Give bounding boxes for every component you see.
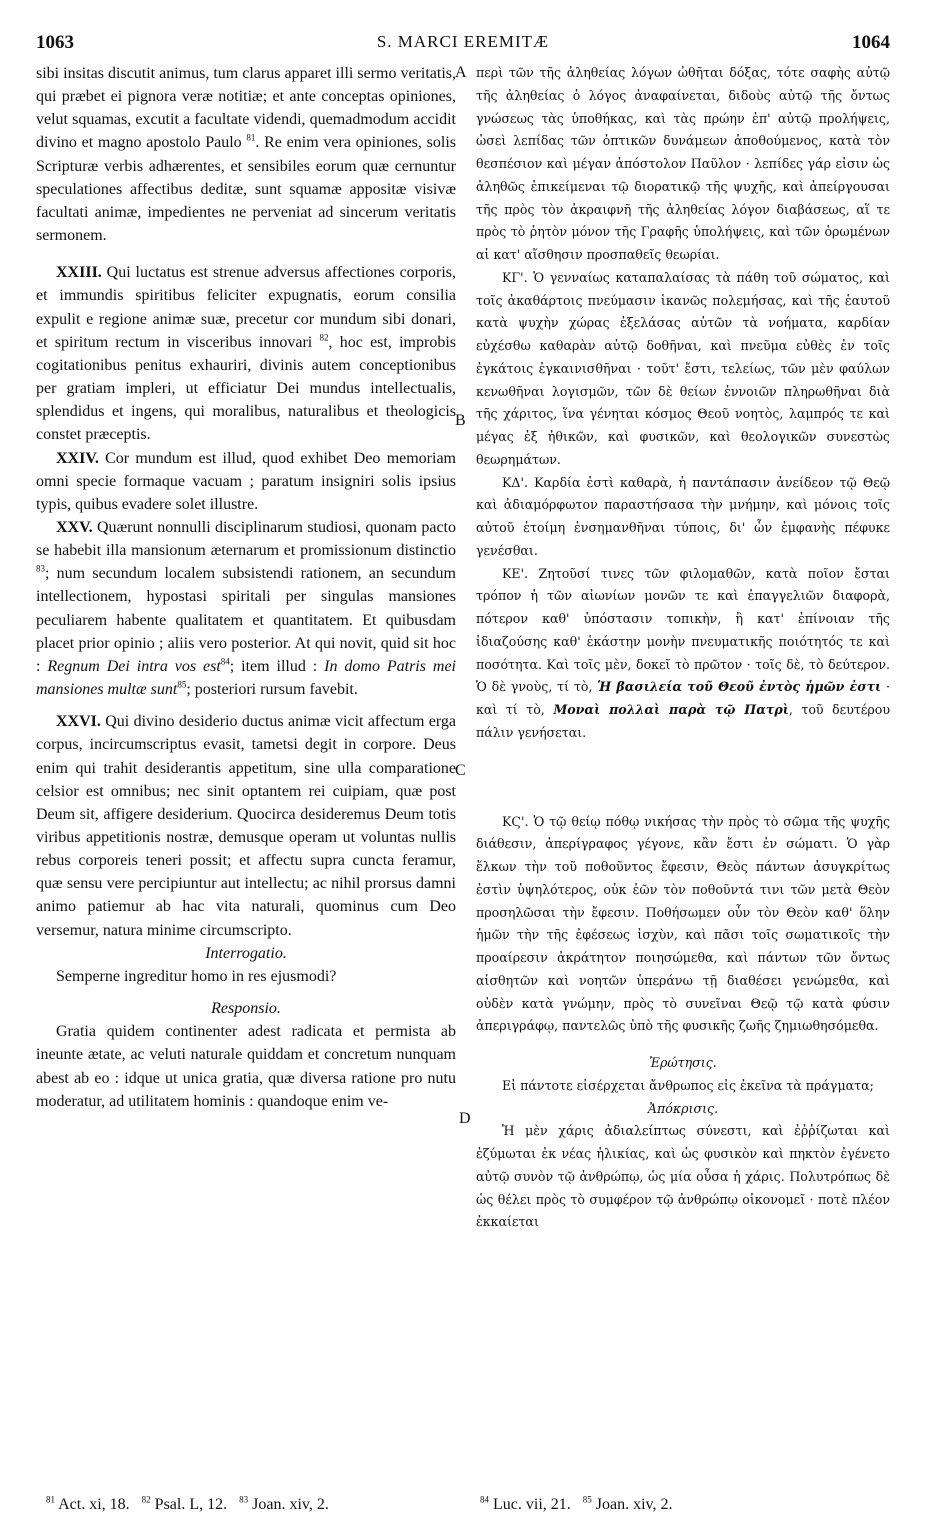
footnote-number: 83 [239, 1494, 249, 1505]
latin-intro-text: sibi insitas discutit animus, tum clarus apparet illi sermo veritatis, qui præbet ei pignora veræ notitiæ; et ante conceptas opiniones, velut squamas, excutit a facultate videndi, quemadmodum accidit divino et magno apostolo Paulo [36, 65, 456, 152]
latin-section-26 [36, 710, 456, 942]
section-text: , τοῦ δευτέρου πάλιν γενήσεται. [476, 702, 890, 740]
running-title: S. MARCI EREMITÆ [376, 32, 550, 51]
latin-interrogatio: Semperne ingreditur homo in res ejusmodi? [56, 967, 337, 985]
latin-section-24 [36, 447, 456, 516]
section-text: Qui luctatus est strenue adversus affectiones corporis, et immundis spiritibus feliciter expugnatis, eorum consilia expulit e regione animæ suæ, precetur cor mundum sibi donari, et spiritum rectum in visceribus innovari [36, 264, 456, 351]
greek-section-25 [476, 563, 890, 745]
footnote-ref-85: 85 [177, 679, 187, 690]
section-text: ; posteriori rursum favebit. [186, 681, 358, 699]
footnote-number: 82 [141, 1494, 151, 1505]
left-page-number: 1063 [36, 32, 74, 53]
latin-column [36, 62, 456, 1113]
latin-intro-text-end: . Re enim vera opiniones, solis Scripturæ verbis adhærentes, et sensibiles eorum quæ cernuntur speculationes affectibus deditæ, sunt squamæ appositæ visivæ facultati animæ, impedientes ne perveniat ad sincerum veritatis sermonem. [36, 134, 456, 245]
margin-letter-b: B [455, 412, 466, 429]
greek-section-26 [476, 811, 890, 1039]
section-text: Καρδία ἐστὶ καθαρὰ, ἡ παντάπασιν ἀνείδεον τῷ Θεῷ καὶ ἀδιαμόρφωτον παραστήσασα τὴν μνήμην, καὶ μόνοις τοῖς αὐτοῦ ἑτοίμη ἐνσημανθῆναι τύποις, δι' ὧν ἐμφανὴς πέφυκε γενέσθαι. [476, 474, 890, 558]
scripture-quote: Μοναὶ πολλαὶ παρὰ τῷ Πατρὶ [553, 702, 789, 717]
greek-section-24 [476, 472, 890, 563]
scripture-quote: In domo Patris mei mansiones multæ sunt [36, 657, 456, 699]
section-number: ΚΔ'. [502, 474, 528, 490]
latin-section-23 [36, 261, 456, 446]
greek-section-23 [476, 267, 890, 472]
section-text: Ζητοῦσί τινες τῶν φιλομαθῶν, κατὰ ποῖον ἔσται τρόπον ἡ τῶν αἰωνίων μονῶν τε καὶ ἐπαγγελιῶν διαφορὰ, πότερον καθ' ὑπόστασιν τοπικὴν, ἢ κατ' ἐπίνοιαν τῆς ἰδιαζούσης καθ' ἑκάστην μονὴν πνευματικῆς ποιότητός τε καὶ ποσότητα. Καὶ τοῖς μὲν, δοκεῖ τὸ πρῶτον · τοῖς δὲ, τὸ δεύτερον. Ὁ δὲ γνοὺς, τί τὸ, [476, 565, 890, 695]
latin-section-25 [36, 516, 456, 701]
section-text: Cor mundum est illud, quod exhibet Deo memoriam omni specie formaque vacuam ; paratum insigniri solis ipsius typis, quibus evadere solet illustre. [36, 449, 456, 513]
section-number: XXIV. [56, 449, 99, 467]
footnote-ref-81: 81 [246, 133, 256, 144]
greek-erotesis-label: Ἐρώτησις. [649, 1055, 717, 1070]
section-text: , hoc est, improbis cogitationibus penitus exhauriri, divinis autem conceptionibus per gratiam impleri, ut efficiatur Dei mundus intellectualis, splendidus et ingens, qui moralibus, naturalibus et theologicis constet præceptis. [36, 333, 456, 444]
greek-column [476, 62, 890, 1234]
footnotes-left [46, 1496, 329, 1514]
scripture-quote: Regnum Dei intra vos est [47, 657, 221, 675]
section-number: XXVI. [56, 713, 101, 731]
footnote-ref-82: 82 [319, 332, 329, 343]
footnote-reference: Joan. xiv, 2. [595, 1496, 673, 1513]
footnote-reference: Act. xi, 18. [58, 1496, 130, 1513]
section-number: ΚΓ'. [502, 269, 528, 285]
footnote-ref-83: 83 [36, 563, 45, 574]
footnote-number: 81 [46, 1494, 55, 1505]
footnote-ref-84: 84 [220, 656, 230, 667]
greek-intro-paragraph: περὶ τῶν τῆς ἀληθείας λόγων ὠθῆται δόξας, τότε σαφὴς αὐτῷ τῆς ἀληθείας ὁ λόγος ἀναφαίνεται, διδοὺς αὐτῷ τῆς ὄντως γνώσεως τὰς ὑποθήκας, καὶ τὰς πρώην ἐπ' αὐτῷ προλήψεις, ὡσεὶ λεπίδας τῶν ὀπτικῶν δυνάμεων ἀποθούμενος, κατὰ τὸν θεσπέσιον καὶ μέγαν ἀπόστολον Παῦλον · λεπίδες γάρ εἰσιν ὡς ἀληθῶς ἐπικείμεναι τῷ διορατικῷ τῆς ψυχῆς, καὶ ἀπείργουσαι τῆς πρὸς τὸν ἀκραιφνῆ τῆς ἀληθείας λόγον διαβάσεως, αἵ τε πρὸς τὸ ῥητὸν μόνον τῆς Γραφῆς ὑπολήψεις, καὶ τῶν ὁρωμένων αἱ κατ' αἴσθησιν προσπαθεῖς θεωρίαι. [476, 65, 890, 262]
right-page-number: 1064 [852, 32, 890, 53]
margin-letter-c: C [455, 762, 466, 779]
latin-intro-paragraph [36, 62, 456, 247]
section-text: Ὁ γενναίως καταπαλαίσας τὰ πάθη τοῦ σώματος, καὶ τοῖς ἀκαθάρτοις πνεύμασιν ἱκανῶς πολεμήσας, καὶ τῆς ἑαυτοῦ κατὰ ψυχὴν χώρας ἐξελάσας αὐτῶν τὰ νοήματα, καρδίαν εὐχέσθω καθαρὰν αὐτῷ δοθῆναι, καὶ πνεῦμα εὐθὲς ἐν τοῖς ἐγκάτοις ἐγκαινισθῆναι · τοῦτ' ἔστι, τελείως, τῶν μὲν φαύλων κενωθῆναι λογισμῶν, τῶν δὲ θείων ἐννοιῶν πληρωθῆναι διὰ τῆς χάριτος, ἵνα γένηται κόσμος Θεοῦ νοητὸς, λαμπρός τε καὶ μέγας ἐξ ἠθικῶν, καὶ φυσικῶν, καὶ θεολογικῶν συνεστὼς θεωρημάτων. [476, 269, 890, 467]
margin-letter-d: D [459, 1110, 471, 1127]
section-text: ; item illud : [229, 657, 325, 675]
greek-apokrisis-label: Ἀπόκρισις. [647, 1100, 719, 1116]
section-text: Quærunt nonnulli disciplinarum studiosi, quonam pacto se habebit illa mansionum æternarum et promissionum distinctio [36, 518, 456, 560]
footnote-reference: Psal. L, 12. [154, 1496, 228, 1513]
footnote-reference: Luc. vii, 21. [493, 1496, 571, 1513]
section-number: XXV. [56, 518, 93, 536]
section-number: ΚΕ'. [502, 565, 529, 581]
scripture-quote: Ἡ βασιλεία τοῦ Θεοῦ ἐντὸς ἡμῶν ἐστι [597, 679, 882, 695]
latin-interrogatio-label: Interrogatio. [205, 944, 287, 962]
section-text: ; num secundum localem subsistendi rationem, an secundum intellectionem, hypostasi spiritali per singulas mansiones peculiarem habente qualitatem et quantitatem. Et quibusdam placet prior opinio ; aliis vero posterior. At qui novit, quid sit hoc : [36, 565, 456, 675]
margin-letter-a: A [455, 64, 467, 81]
section-number: XXIII. [56, 264, 102, 282]
section-text: Ὁ τῷ θείῳ πόθῳ νικήσας τὴν πρὸς τὸ σῶμα τῆς ψυχῆς διάθεσιν, ἀπερίγραφος γέγονε, κἂν ἔστι ἐν σώματι. Ὁ γὰρ ἕλκων τὴν τοῦ ποθοῦντος ἔφεσιν, Θεὸς πάντων ἀσυγκρίτως ἐστὶν ὑψηλότερος, οὐκ ἐῶν τὸν ποθοῦντά τινι τῶν μετὰ Θεὸν προσηλῶσαι τὴν ἔφεσιν. Ποθήσωμεν οὖν τὸν Θεὸν καθ' ὅλην ἡμῶν τὴν τῆς ἐφέσεως ἰσχὺν, καὶ πᾶσι τοῖς σωματικοῖς τὴν προαίρεσιν ἀκράτητον ποιησώμεθα, καὶ πάντων τῶν ὄντως αἰσθητῶν καὶ νοητῶν ὑπεράνω τῇ διαθέσει γενώμεθα, καὶ οὐδὲν κατὰ γνώμην, πρὸς τὸ συνεῖναι Θεῷ τῷ κατὰ φύσιν ἀπεριγράφῳ, παντελῶς ὑπὸ τῆς φυσικῆς ζωῆς ζημιωθησόμεθα. [476, 813, 890, 1034]
footnote-number: 84 [480, 1494, 489, 1505]
section-text: · καὶ τί τὸ, [476, 679, 890, 717]
latin-responsio: Gratia quidem continenter adest radicata et permista ab ineunte ætate, ac veluti naturale quiddam et concretum nunquam abest ab eo : idque ut unica gratia, quæ diversa ratione pro nutu moderatur, ad utilitatem hominis : quandoque enim ve- [36, 1023, 456, 1110]
greek-apokrisis: Ἡ μὲν χάρις ἀδιαλείπτως σύνεστι, καὶ ἐῤῥίζωται καὶ ἐζύμωται ἐκ νέας ἡλικίας, καὶ ὡς φυσικὸν καὶ πηκτὸν ἐγένετο αὐτῷ συνὸν τῷ ἀνθρώπῳ, ὡς μία οὖσα ἡ χάρις. Πολυτρόπως δὲ ὡς θέλει πρὸς τὸ συμφέρον τῷ ἀνθρώπῳ οἰκονομεῖ · ποτὲ πλέον ἐκκαίεται [476, 1123, 890, 1230]
footnote-number: 85 [582, 1494, 592, 1505]
section-text: Qui divino desiderio ductus animæ vicit affectum erga corpus, incircumscriptus evasit, tametsi degit in corpore. Deus enim qui trahit desiderantis appetitum, sine ulla comparatione celsior est omnibus; nec sinit optantem rei cuipiam, quæ post Deum sit, affigere desiderium. Quocirca desideremus Deum totis viribus appetitionis nostræ, demusque operam ut voluntas nullis rebus corporeis teneri possit; et affectu supra cuncta feramur, quæ sensu vere percipiuntur aut intellectu; ac nihil prorsus damni animo patiemur ab hac vita naturali, quominus cum Deo versemur, natura minime circumscripto. [36, 713, 456, 939]
latin-responsio-label: Responsio. [211, 1000, 281, 1018]
footnote-reference: Joan. xiv, 2. [252, 1496, 329, 1513]
footnotes-right [480, 1496, 673, 1514]
section-number: ΚϚ'. [502, 813, 529, 829]
greek-erotesis: Εἰ πάντοτε εἰσέρχεται ἄνθρωπος εἰς ἐκεῖνα τὰ πράγματα; [502, 1077, 874, 1093]
